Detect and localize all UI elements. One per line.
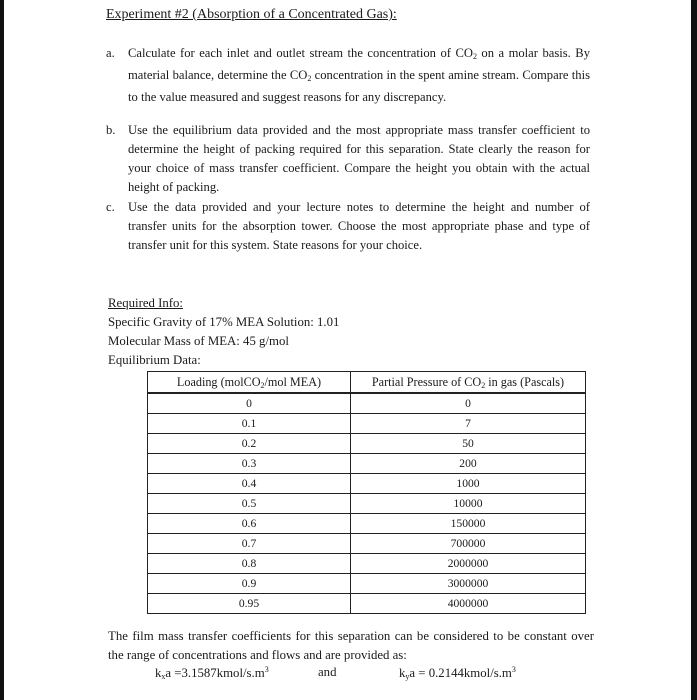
loading-cell: 0 — [148, 393, 351, 414]
loading-cell: 0.1 — [148, 414, 351, 434]
pressure-cell: 2000000 — [351, 554, 586, 574]
table-row — [148, 534, 586, 554]
pressure-cell: 50 — [351, 434, 586, 454]
kx-coefficient: $k_xa$ $=3.1587kmol/s.m^3$ — [155, 665, 269, 681]
column-header-loading: Loading (molCO$_2$/mol MEA) — [148, 372, 351, 394]
loading-cell: 0.7 — [148, 534, 351, 554]
table-row — [148, 494, 586, 514]
loading-cell: 0.3 — [148, 454, 351, 474]
specific-gravity: Specific Gravity of 17% MEA Solution: 1.01 — [108, 315, 340, 329]
equilibrium-table — [147, 371, 586, 614]
molecular-mass: Molecular Mass of MEA: 45 g/mol — [108, 334, 289, 348]
page-title: Experiment #2 (Absorption of a Concentrated Gas): — [106, 7, 397, 22]
pressure-cell: 3000000 — [351, 574, 586, 594]
table-row — [148, 594, 586, 614]
pressure-cell: 150000 — [351, 514, 586, 534]
question-text: Use the equilibrium data provided and the most appropriate mass transfer coefficient to determine the height of packing required for this separation. State clearly the reason for your choice of mass transfer coefficient. Compare the height you obtain with the actual height of packing. — [128, 123, 590, 194]
pressure-cell: 0 — [351, 393, 586, 414]
table-header-row — [148, 372, 586, 394]
table-row — [148, 393, 586, 414]
loading-cell: 0.2 — [148, 434, 351, 454]
and-word: and — [318, 665, 337, 679]
question-text: Calculate for each inlet and outlet stream the concentration of $CO_2$ on a molar basis. By material balance, determine the $CO_2$ concentration in the spent amine stream. Compare this to the value measured and suggest reasons for any discrepancy. — [128, 46, 590, 104]
question-c — [106, 198, 590, 255]
table-row — [148, 414, 586, 434]
question-letter: a. — [106, 46, 115, 60]
pressure-cell: 7 — [351, 414, 586, 434]
loading-cell: 0.5 — [148, 494, 351, 514]
pressure-cell: 1000 — [351, 474, 586, 494]
required-info-title: Required Info: — [108, 296, 183, 310]
pressure-cell: 700000 — [351, 534, 586, 554]
pressure-cell: 4000000 — [351, 594, 586, 614]
page-border-right — [691, 0, 697, 700]
table-row — [148, 554, 586, 574]
page-border-left — [0, 0, 4, 700]
table-row — [148, 454, 586, 474]
question-text: Use the data provided and your lecture notes to determine the height and number of transfer units for the absorption tower. Choose the most appropriate phase and type of transfer unit for this system. State reasons for your choice. — [128, 200, 590, 252]
question-letter: b. — [106, 123, 116, 137]
loading-cell: 0.95 — [148, 594, 351, 614]
loading-cell: 0.4 — [148, 474, 351, 494]
question-b — [106, 121, 590, 197]
column-header-partial-pressure: Partial Pressure of $CO_2$ in gas (Pascals) — [351, 372, 586, 394]
table-row — [148, 574, 586, 594]
loading-cell: 0.8 — [148, 554, 351, 574]
table-row — [148, 474, 586, 494]
pressure-cell: 10000 — [351, 494, 586, 514]
loading-cell: 0.9 — [148, 574, 351, 594]
pressure-cell: 200 — [351, 454, 586, 474]
closing-paragraph: The film mass transfer coefficients for this separation can be considered to be constant over the range of concentrations and flows and are provided as: — [108, 629, 594, 662]
loading-cell: 0.6 — [148, 514, 351, 534]
ky-coefficient: $k_ya$ = $0.2144kmol/s.m^3$ — [399, 665, 516, 681]
equilibrium-label: Equilibrium Data: — [108, 353, 201, 367]
question-a — [106, 44, 590, 107]
table-row — [148, 434, 586, 454]
table-row — [148, 514, 586, 534]
question-letter: c. — [106, 200, 115, 214]
